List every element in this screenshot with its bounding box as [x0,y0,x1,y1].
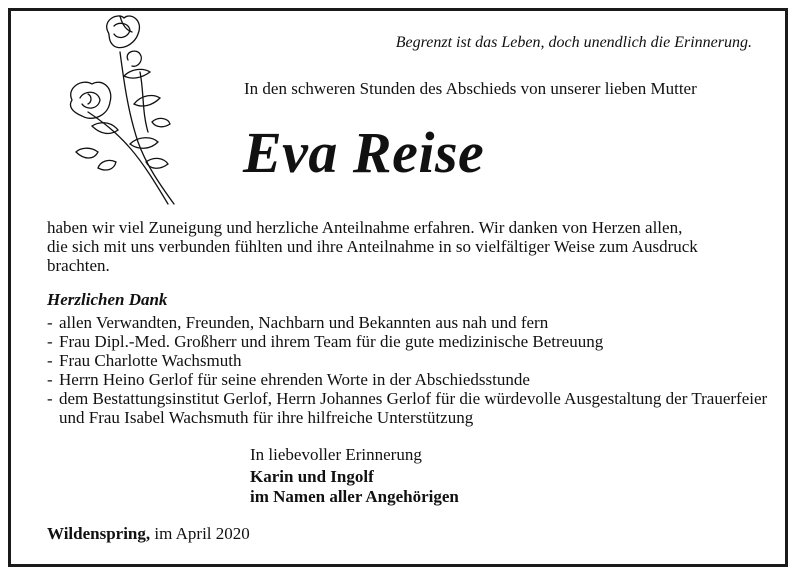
place: Wildenspring, [47,524,151,543]
closing-line: In liebevoller Erinnerung [250,445,422,464]
rose-icon [58,12,188,212]
thanks-heading: Herzlichen Dank [47,290,168,309]
signer-names: Karin und Ingolf [250,467,374,486]
place-date [47,524,250,544]
paragraph-line: brachten. [47,256,110,275]
list-item: - Frau Charlotte Wachsmuth [47,351,774,370]
paragraph-line: die sich mit uns verbunden fühlten und ihre Anteilnahme in so vielfältiger Weise zum Ausdruck [47,237,698,256]
deceased-name: Eva Reise [243,120,485,185]
intro-text: In den schweren Stunden des Abschieds von unserer lieben Mutter [244,79,697,98]
list-item: - allen Verwandten, Freunden, Nachbarn und Bekannten aus nah und fern [47,313,774,332]
signers [250,467,459,507]
list-item: - dem Bestattungsinstitut Gerlof, Herrn Johannes Gerlof für die würdevolle Ausgestaltung der Trauerfeier und Frau Isabel Wachsmuth für ihre hilfreiche Unterstützung [47,389,774,427]
list-item: - Herrn Heino Gerlof für seine ehrenden Worte in der Abschiedsstunde [47,370,774,389]
paragraph-line: haben wir viel Zuneigung und herzliche Anteilnahme erfahren. Wir danken von Herzen allen, [47,218,683,237]
list-item: - Frau Dipl.-Med. Großherr und ihrem Team für die gute medizinische Betreuung [47,332,774,351]
thanks-paragraph [47,218,762,275]
motto: Begrenzt ist das Leben, doch unendlich die Erinnerung. [395,34,752,51]
thanks-list [47,313,774,427]
signer-note: im Namen aller Angehörigen [250,487,459,506]
date: im April 2020 [154,524,250,543]
